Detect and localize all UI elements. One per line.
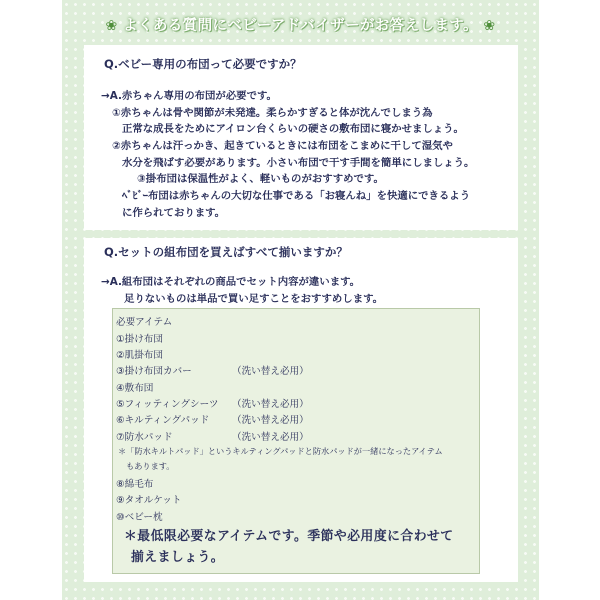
answer-1-line: ③掛布団は保温性がよく、軽いものがおすすめです。 xyxy=(137,173,384,185)
item-note: （洗い替え必用） xyxy=(232,399,309,410)
item-note: （洗い替え必用） xyxy=(232,366,309,377)
item-note: （洗い替え必用） xyxy=(232,415,309,426)
item-note: （洗い替え必用） xyxy=(232,432,309,443)
answer-1-line: ①赤ちゃんは骨や関節が未発達。柔らかすぎると体が沈んでしまう為 xyxy=(112,107,433,119)
answer-1-line: 正常な成長をためにアイロン台くらいの硬さの敷布団に寝かせましょう。 xyxy=(122,123,464,135)
list-item: ①掛け布団 xyxy=(116,334,163,345)
answer-2-line: 足りないものは単品で買い足すことをおすすめします。 xyxy=(124,293,384,305)
sprout-icon: ❀ xyxy=(483,18,496,34)
faq-heading xyxy=(62,14,539,35)
summary-line: ＊最低限必要なアイテムです。季節や必用度に合わせて xyxy=(124,529,454,544)
list-item: ⑥キルティングパッド xyxy=(116,415,210,426)
question-1: Q.ベビー専用の布団って必要ですか？ xyxy=(104,57,302,71)
box-title: 必要アイテム xyxy=(116,317,173,328)
list-item: ③掛け布団カバー xyxy=(116,366,192,377)
footnote-line: もあります。 xyxy=(126,461,175,471)
list-item: ②肌掛布団 xyxy=(116,350,163,361)
list-item: ④敷布団 xyxy=(116,383,154,394)
footnote-line: ＊「防水キルトパッド」というキルティングパッドと防水パッドが一緒になったアイテム xyxy=(118,446,443,456)
list-item: ⑨タオルケット xyxy=(116,495,182,506)
answer-1-line: ②赤ちゃんは汗っかき、起きているときには布団をこまめに干して湿気や xyxy=(112,140,453,152)
answer-1-line: ﾍﾞﾋﾞｰ布団は赤ちゃんの大切な仕事である「お寝んね」を快適にできるよう xyxy=(122,190,471,202)
list-item: ⑤フィッティングシーツ xyxy=(116,399,219,410)
list-item: ⑧綿毛布 xyxy=(116,479,154,490)
list-item: ⑩ベビー枕 xyxy=(116,512,163,523)
list-item: ⑦防水パッド xyxy=(116,432,173,443)
question-2: Q.セットの組布団を買えばすべて揃いますか？ xyxy=(104,245,348,259)
answer-2-line: →A.組布団はそれぞれの商品でセット内容が違います。 xyxy=(101,276,361,288)
answer-1-line: に作られております。 xyxy=(122,207,226,219)
faq-heading-text: よくある質問にベビーアドバイザーがお答えします。 xyxy=(123,18,478,34)
answer-1-line: 水分を飛ばす必要があります。小さい布団で干す手間を簡単にしましょう。 xyxy=(122,157,475,169)
summary-line: 揃えましょう。 xyxy=(131,550,225,565)
sprout-icon: ❀ xyxy=(105,18,118,34)
answer-1-line: →A.赤ちゃん専用の布団が必要です。 xyxy=(101,90,277,102)
